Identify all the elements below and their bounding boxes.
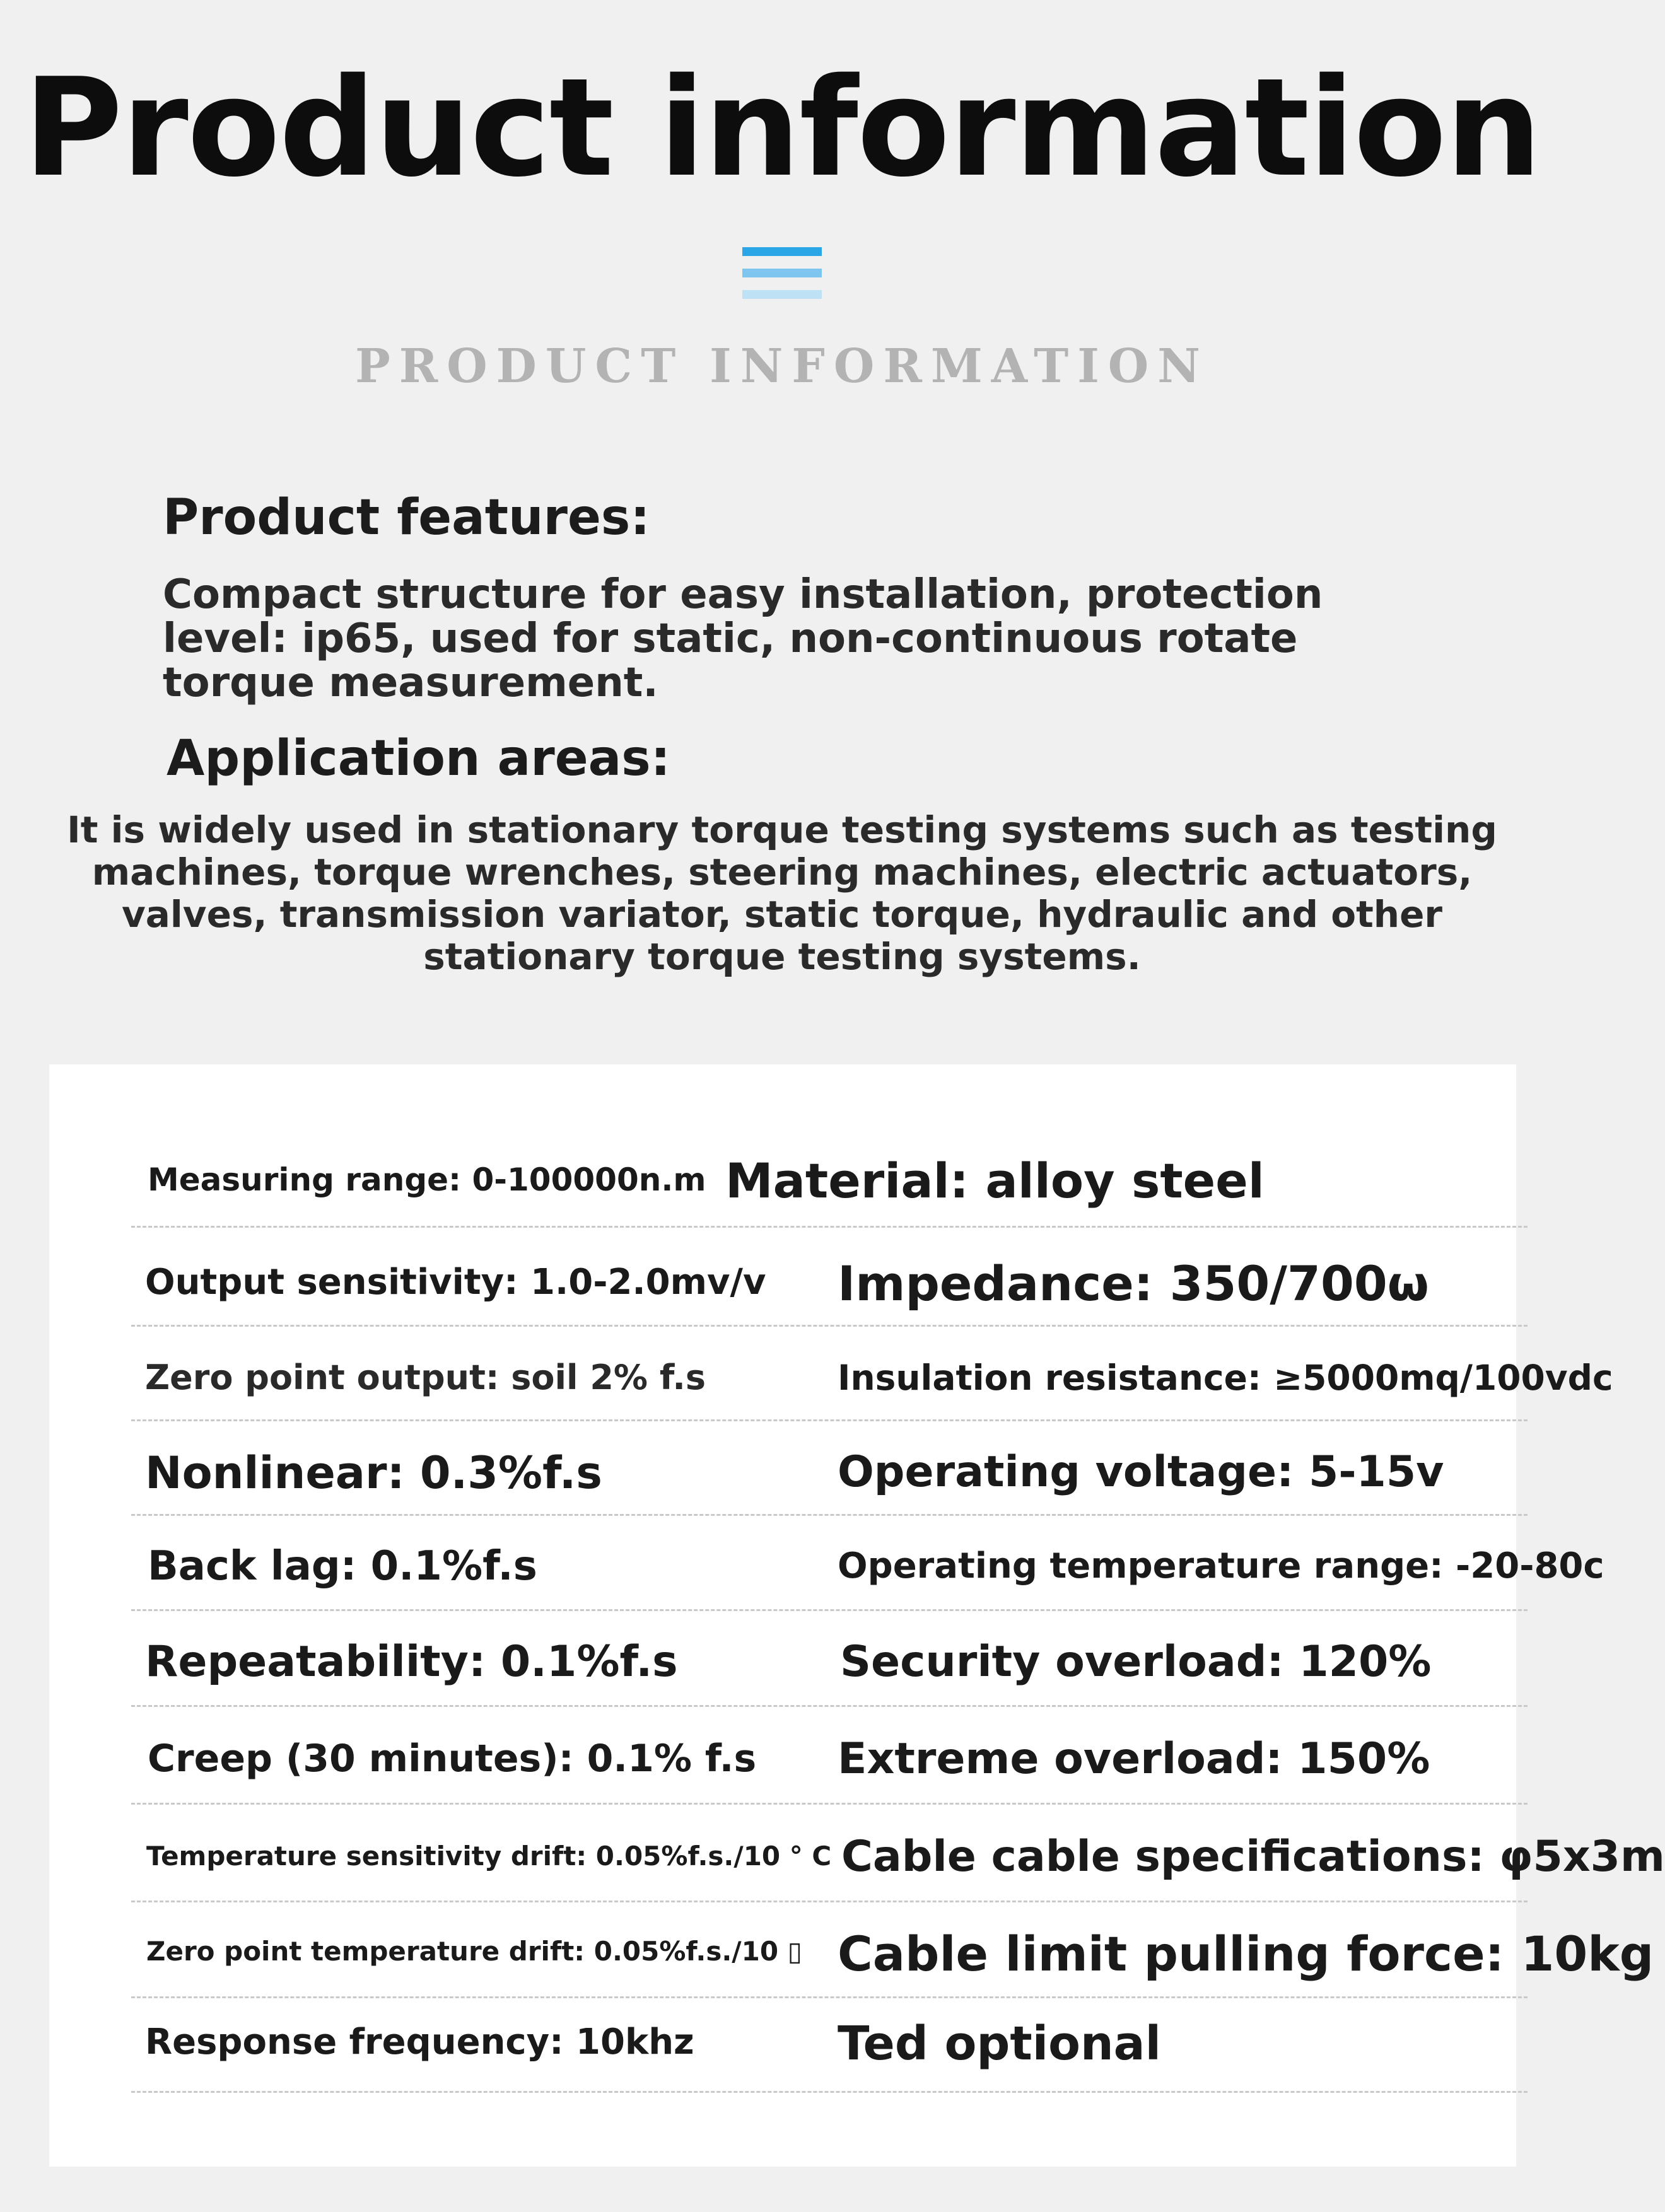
spec-back-lag: Back lag: 0.1%f.s <box>148 1543 537 1590</box>
spec-repeatability: Repeatability: 0.1%f.s <box>145 1637 678 1687</box>
spec-measuring-range: Measuring range: 0-100000n.m <box>148 1161 706 1198</box>
menu-line-1 <box>742 247 822 256</box>
spec-row-output-sensitivity <box>131 1226 1528 1327</box>
spec-output-sensitivity: Output sensitivity: 1.0-2.0mv/v <box>145 1262 766 1303</box>
spec-response-frequency: Response frequency: 10khz <box>145 2022 694 2063</box>
spec-insulation-resistance: Insulation resistance: ≥5000mq/100vdc <box>838 1358 1613 1398</box>
spec-creep: Creep (30 minutes): 0.1% f.s <box>148 1737 757 1781</box>
page-title: Product information <box>23 49 1541 207</box>
spec-cable-limit-pulling-force: Cable limit pulling force: 10kg <box>838 1926 1654 1982</box>
spec-operating-temperature-range: Operating temperature range: -20-80c <box>838 1545 1604 1586</box>
spec-cable-specifications: Cable cable specifications: φ5x3m <box>841 1832 1665 1882</box>
menu-line-2 <box>742 269 822 277</box>
spec-row-back-lag <box>131 1514 1604 1611</box>
spec-extreme-overload: Extreme overload: 150% <box>838 1734 1430 1784</box>
spec-row-repeatability <box>131 1609 1528 1707</box>
spec-impedance: Impedance: 350/700ω <box>838 1255 1429 1312</box>
spec-material: Material: alloy steel <box>725 1153 1265 1209</box>
spec-row-temperature-sensitivity-drift <box>131 1803 1665 1902</box>
spec-ted: Ted optional <box>838 2017 1161 2071</box>
spec-zero-point-output: Zero point output: soil 2% f.s <box>145 1358 706 1397</box>
menu-lines-icon <box>742 247 822 300</box>
spec-row-zero-point-temperature-drift <box>131 1901 1654 1998</box>
spec-row-measuring-range <box>131 1064 1528 1228</box>
spec-zero-point-temperature-drift: Zero point temperature drift: 0.05%f.s./10 ▯ <box>146 1936 802 1967</box>
spec-card <box>49 1064 1665 2167</box>
spec-nonlinear: Nonlinear: 0.3%f.s <box>145 1447 602 1499</box>
spec-row-creep <box>131 1705 1528 1805</box>
page-subtitle: PRODUCT INFORMATION <box>355 339 1209 393</box>
features-heading: Product features: <box>163 489 650 546</box>
spec-temperature-sensitivity-drift: Temperature sensitivity drift: 0.05%f.s./10 ° C <box>146 1841 832 1871</box>
spec-operating-voltage: Operating voltage: 5-15v <box>838 1447 1444 1497</box>
spec-row-nonlinear <box>131 1419 1528 1516</box>
applications-heading: Application areas: <box>166 730 670 787</box>
features-text: Compact structure for easy installation, protection level: ip65, used for static, non-continuous rotate torque measurement. <box>163 571 1323 706</box>
spec-row-response-frequency <box>131 1996 1528 2093</box>
menu-line-3 <box>742 290 822 299</box>
applications-text: It is widely used in stationary torque testing systems such as testing machines, torque wrenches, steering machines, electric actuators, valves, transmission variator, static torque, hydraulic and other stationary torque testing systems. <box>67 808 1497 978</box>
spec-security-overload: Security overload: 120% <box>840 1637 1432 1687</box>
spec-row-zero-point-output <box>131 1325 1613 1421</box>
